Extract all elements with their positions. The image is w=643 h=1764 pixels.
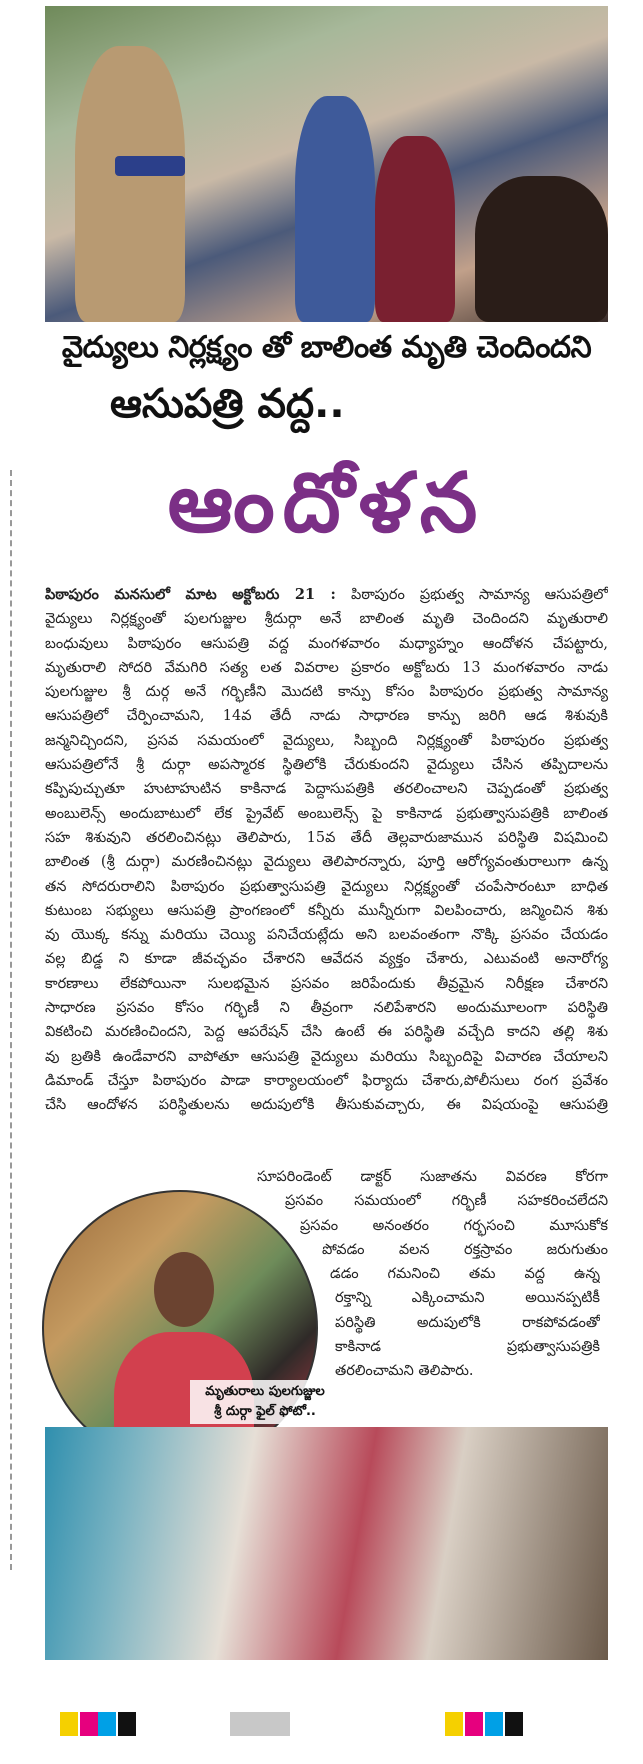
- article-line: వు యొక్క కన్ను మరియు చెయ్యి పనిచేయట్లేదు అని బలవంతంగా నొక్కి ప్రసవం చేయడం: [45, 927, 608, 944]
- headline-main: ఆందోళన: [167, 456, 486, 551]
- article-line: కుటుంబ సభ్యులు ఆసుపత్రి ప్రాంగణంలో కన్నీరు మున్నీరుగా విలపించారు, జన్మించిన శిశు: [45, 902, 608, 919]
- article-line: వల్ల బిడ్డ ని కూడా జీవచ్ఛవం చేశారని ఆవేదన వ్యక్తం చేశారు, ఎటువంటి అనారోగ్య: [45, 951, 608, 968]
- article-side-line: రక్తాన్ని ఎక్కించామని అయినప్పటికీ: [335, 1290, 600, 1307]
- color-swatch: [230, 1712, 290, 1736]
- deceased-file-photo: [42, 1190, 318, 1466]
- article-line: మృతురాలి సోదరి వేమగిరి సత్య లత వివరాల ప్రకారం అక్టోబరు 13 మంగళవారం నాడు: [45, 659, 608, 676]
- article-line: బంధువులు పిఠాపురం ఆసుపత్రి వద్ద మంగళవారం మధ్యాహ్నం ఆందోళన చేపట్టారు,: [45, 635, 608, 652]
- color-swatch: [118, 1712, 136, 1736]
- article-side-line: తరలించామని తెలిపారు.: [335, 1363, 474, 1380]
- article-body: [45, 583, 608, 1118]
- photo-caption: [190, 1380, 340, 1424]
- article-line: పిఠాపురం మనసులో మాట అక్టోబరు 21 : పిఠాపురం ప్రభుత్వ సామాన్య ఆసుపత్రిలో: [45, 586, 608, 603]
- article-line: కప్పిపుచ్చుతూ హుటాహుటిన కాకినాడ పెద్దాసుపత్రికి తరలించాలని చెప్పడంతో ప్రభుత్వ: [45, 781, 608, 798]
- headline-line-1: వైద్యులు నిర్లక్ష్యం తో బాలింత మృతి చెందిందని: [61, 330, 592, 365]
- dateline: పిఠాపురం మనసులో మాట అక్టోబరు 21 :: [45, 586, 336, 603]
- article-line: చేసి ఆందోళన పరిస్థితులను అదుపులోకి తీసుకువచ్చారు, ఈ విషయంపై ఆసుపత్రి: [45, 1097, 608, 1114]
- color-swatch: [505, 1712, 523, 1736]
- article-line: ఆసుపత్రిలోనే శ్రీ దుర్గా అపస్మారక స్థితిలోకి చేరుకుందని వైద్యులు చేసిన తప్పిదాలను: [45, 757, 608, 774]
- headline-line-2: ఆసుపత్రి వద్ద..: [110, 381, 345, 427]
- protest-photo: [45, 6, 608, 322]
- color-swatch: [485, 1712, 503, 1736]
- article-line: వైద్యులు నిర్లక్ష్యంతో పులగుజ్జుల శ్రీదుర్గా అనే బాలింత మృతి చెందిందని మృతురాలి: [45, 611, 608, 628]
- article-line: వికటించి మరణించిందని, పెద్ద ఆపరేషన్ చేసి ఉంటే ఈ పరిస్థితి వచ్చేది కాదని తల్లి శిశు: [45, 1024, 608, 1041]
- article-line: జన్మనిచ్చిందని, ప్రసవ సమయంలో వైద్యులు, సిబ్బంది నిర్లక్ష్యంతో పిఠాపురం ప్రభుత్వ: [45, 732, 608, 749]
- hospital-office-photo: [45, 1427, 608, 1660]
- color-swatch: [465, 1712, 483, 1736]
- page-margin-divider: [10, 470, 12, 1570]
- caption-line-2: శ్రీ దుర్గా ఫైల్ ఫోటో..: [214, 1404, 316, 1419]
- article-side-line: కాకినాడ ప్రభుత్వాసుపత్రికి: [335, 1339, 600, 1356]
- article-line: అంబులెన్స్ అందుబాటులో లేక ప్రైవేట్ అంబులెన్స్ పై కాకినాడ ప్రభుత్వాసుపత్రికి బాలింత: [45, 805, 608, 822]
- article-line: సాధారణ ప్రసవం కోసం గర్భిణీ ని తీవ్రంగా నలిపేశారని అందుమూలంగా పరిస్థితి: [45, 1000, 608, 1017]
- article-side-line: ప్రసవం సమయంలో గర్భిణీ సహకరించలేదని: [285, 1193, 608, 1210]
- caption-line-1: మృతురాలు పులగుజ్జుల: [205, 1384, 325, 1399]
- article-line: సహ శిశువుని తరలించినట్లు తెలిపారు, 15వ తేదీ తెల్లవారుజామున పరిస్థితి విషమించి: [45, 829, 608, 846]
- article-line: డిమాండ్ చేస్తూ పిఠాపురం పాడా కార్యాలయంలో ఫిర్యాదు చేశారు,పోలీసులు రంగ ప్రవేశం: [45, 1072, 608, 1089]
- color-swatch: [98, 1712, 116, 1736]
- article-line: వు బ్రతికి ఉండేవారని వాపోతూ ఆసుపత్రి వైద్యులు మరియు సిబ్బందిపై విచారణ చేయాలని: [45, 1048, 608, 1065]
- color-swatch: [80, 1712, 98, 1736]
- color-swatch: [445, 1712, 463, 1736]
- article-line: పులగుజ్జుల శ్రీ దుర్గ అనే గర్భిణీని మొదటి కాన్పు కోసం పిఠాపురం ప్రభుత్వ సామాన్య: [45, 684, 608, 701]
- article-line: తన సోదరురాలిని పిఠాపురం ప్రభుత్వాసుపత్రి వైద్యులు నిర్లక్ష్యంతో చంపేసారంటూ బాధిత: [45, 878, 608, 895]
- article-side-line: ప్రసవం అనంతరం గర్భసంచి మూసుకోక: [300, 1217, 608, 1234]
- article-side-line: పోవడం వలన రక్తస్రావం జరుగుతుం: [322, 1241, 608, 1258]
- color-swatch: [60, 1712, 78, 1736]
- article-side-line: పరిస్థితి అదుపులోకి రాకపోవడంతో: [335, 1314, 600, 1331]
- article-side-line: డడం గమనించి తమ వద్ద ఉన్న: [330, 1266, 600, 1283]
- article-line: కారణాలు లేకపోయినా సులభమైన ప్రసవం జరిపేందుకు తీవ్రమైన నిరీక్షణ చేశారని: [45, 975, 608, 992]
- article-line: బాలింత (శ్రీ దుర్గా) మరణించినట్లు వైద్యులు తెలిపారన్నారు, పూర్తి ఆరోగ్యవంతురాలుగా ఉన్న: [45, 854, 608, 871]
- article-side-line: సూపరిండెంట్ డాక్టర్ సుజాతను వివరణ కోరగా: [257, 1169, 608, 1185]
- print-color-bar: [0, 1712, 643, 1736]
- article-line: ఆసుపత్రిలో చేర్పించామని, 14వ తేదీ నాడు సాధారణ కాన్పు జరిగి ఆడ శిశువుకి: [45, 708, 608, 725]
